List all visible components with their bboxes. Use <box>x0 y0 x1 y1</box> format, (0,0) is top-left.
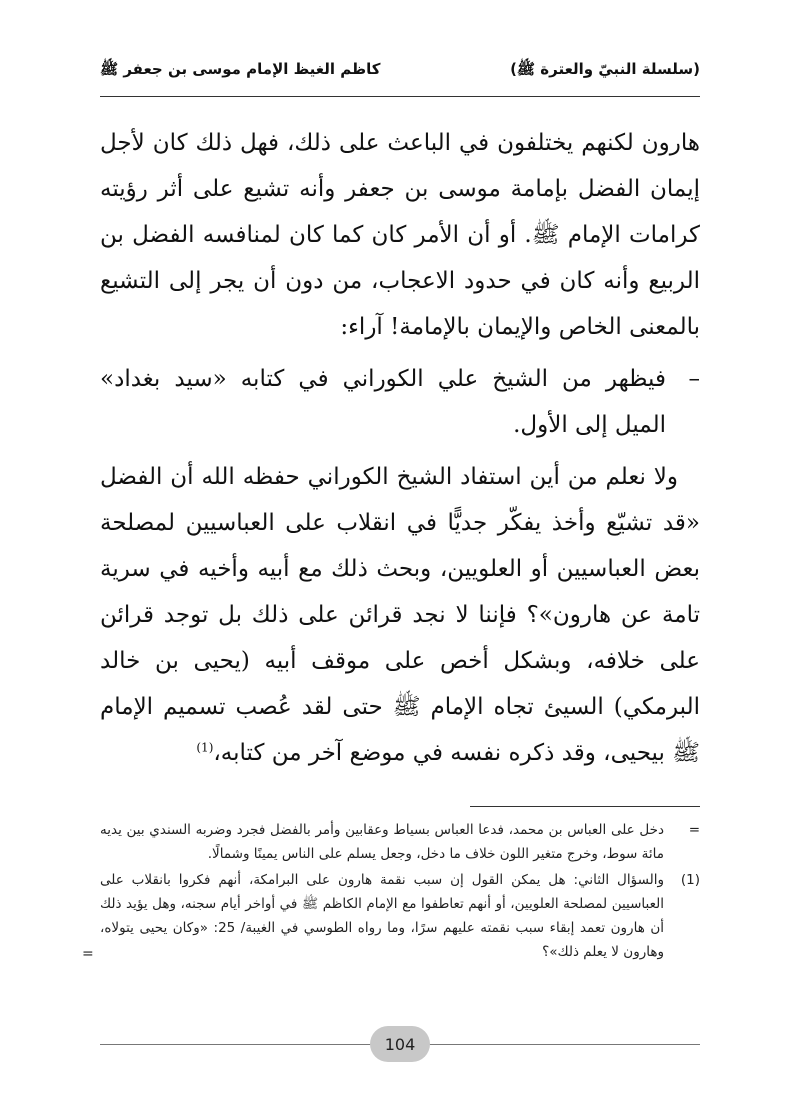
bullet-dash: – <box>688 366 700 392</box>
bullet-item <box>100 356 700 448</box>
paragraph-1: هارون لكنهم يختلفون في الباعث على ذلك، فهل ذلك كان لأجل إيمان الفضل بإمامة موسى بن جعفر وأنه تشيع على أثر رؤيته كرامات الإمام ﷺ. أو أن الأمر كان كما كان لمنافسه الفضل بن الربيع وأنه كان في حدود الاعجاب، من دون أن يجر إلى التشيع بالمعنى الخاص والإيمان بالإمامة! آراء: <box>100 130 700 340</box>
footnote-separator <box>470 806 700 807</box>
footnote-continued-mark: = <box>688 822 700 838</box>
header-rule <box>100 96 700 97</box>
footnote-1-mark: (1) <box>680 872 700 888</box>
footnote-continued-text: دخل على العباس بن محمد، فدعا العباس بسياط وعقابين وأمر بالفضل فجرد وضربه السندي بين يديه مائة سوط، وخرج متغير اللون خلاف ما دخل، وجعل يسلم على الناس يمينًا وشمالًا. <box>100 822 664 862</box>
running-header <box>100 60 700 94</box>
bullet-text: فيظهر من الشيخ علي الكوراني في كتابه «سيد بغداد» الميل إلى الأول. <box>100 366 666 438</box>
series-title: (سلسلة النبيّ والعترة ﷺ) <box>510 60 700 78</box>
footnote-1-text: والسؤال الثاني: هل يمكن القول إن سبب نقمة هارون على البرامكة، أنهم فكروا بانقلاب على العباسيين لمصلحة العلويين، أو أنهم تعاطفوا مع الإمام الكاظم ﷺ في أواخر أيام سجنه، وهل يؤيد ذلك أن هارون تعمد إبقاء سبب نقمته عليهم سرًا، وما رواه الطوسي في الغيبة/ 25: «وكان يحيى يتولاه، وهارون لا يعلم ذلك»؟ <box>100 872 664 960</box>
footnote-continues-mark: = <box>82 946 94 962</box>
page-number: 104 <box>370 1026 430 1062</box>
body-text <box>100 120 700 782</box>
footnote-1 <box>100 868 700 964</box>
paragraph-2 <box>100 454 700 776</box>
footnotes <box>100 818 700 966</box>
footnote-continued <box>100 818 700 866</box>
paragraph-2-text: ولا نعلم من أين استفاد الشيخ الكوراني حفظه الله أن الفضل «قد تشيّع وأخذ يفكّر جديًّا في انقلاب على العباسيين لمصلحة بعض العباسيين أو العلويين، وبحث ذلك مع أبيه وأخيه في سرية تامة عن هارون»؟ فإننا لا نجد قرائن على ذلك بل توجد قرائن على خلافه، وبشكل أخص على موقف أبيه (يحيى بن خالد البرمكي) السيئ تجاه الإمام ﷺ حتى لقد عُصب تسميم الإمام ﷺ بيحيى، وقد ذكره نفسه في موضع آخر من كتابه، <box>100 464 700 766</box>
book-title: كاظم الغيظ الإمام موسى بن جعفر ﷺ <box>100 60 381 78</box>
page-number-area <box>100 1026 700 1062</box>
footnote-reference[interactable]: (1) <box>196 740 214 755</box>
